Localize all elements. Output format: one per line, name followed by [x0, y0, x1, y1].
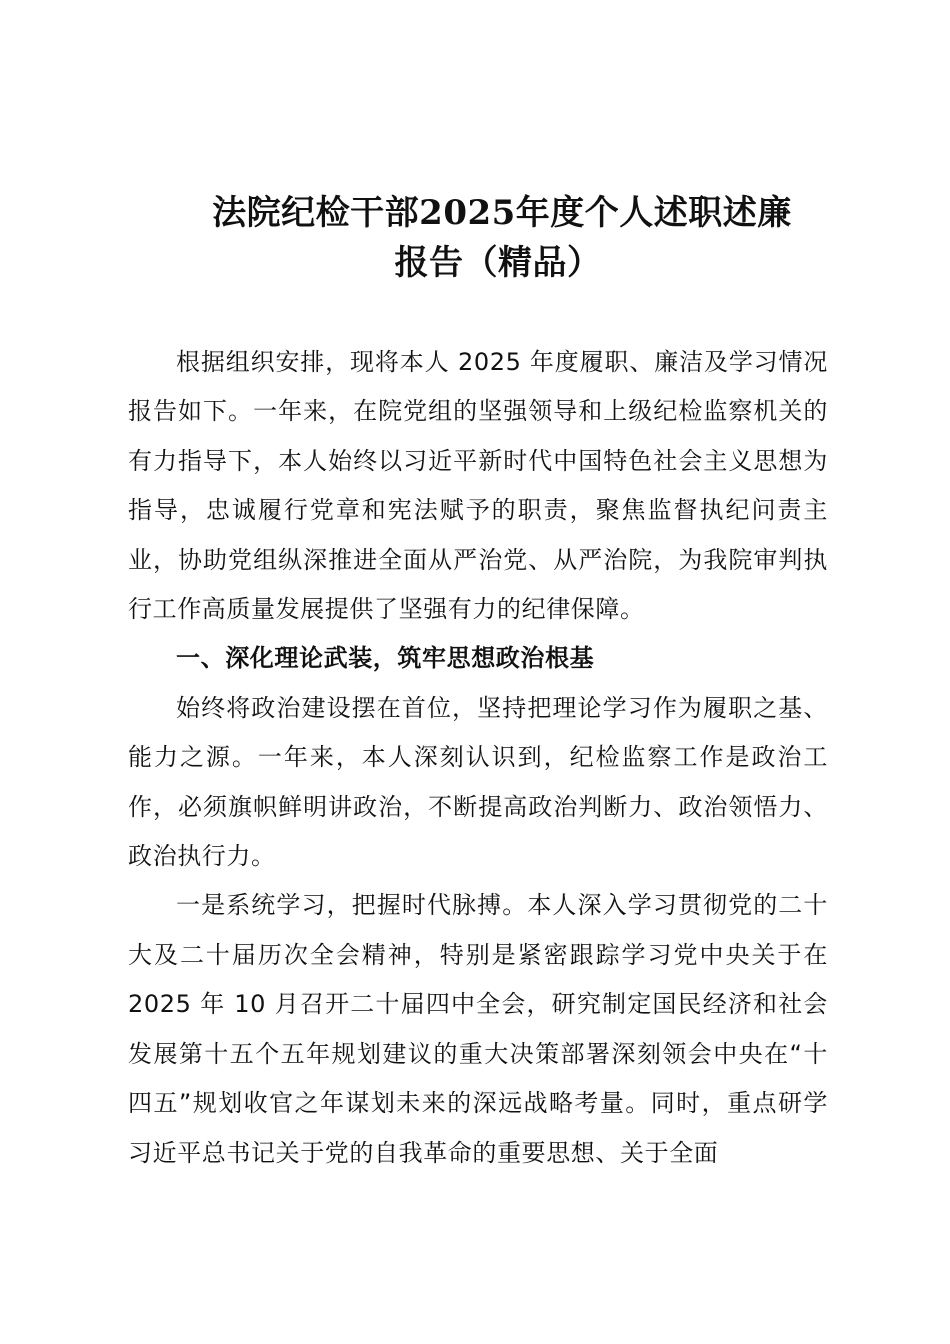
- section-heading-1: 一、深化理论武装，筑牢思想政治根基: [176, 644, 595, 673]
- paragraph-political: 始终将政治建设摆在首位，坚持把理论学习作为履职之基、能力之源。一年来，本人深刻认识到，纪检监察工作是政治工作，必须旗帜鲜明讲政治，不断提高政治判断力、政治领悟力、政治执行力。: [128, 693, 828, 871]
- document-title: [128, 188, 876, 288]
- document-body: [128, 338, 828, 1178]
- title-line-1: 法院纪检干部2025年度个人述职述廉: [212, 193, 792, 233]
- paragraph-intro: 根据组织安排，现将本人 2025 年度履职、廉洁及学习情况报告如下。一年来，在院党组的坚强领导和上级纪检监察机关的有力指导下，本人始终以习近平新时代中国特色社会主义思想为指导，忠诚履行党章和宪法赋予的职责，聚焦监督执纪问责主业，协助党组纵深推进全面从严治党、从严治院，为我院审判执行工作高质量发展提供了坚强有力的纪律保障。: [128, 348, 828, 624]
- paragraph-study: 一是系统学习，把握时代脉搏。本人深入学习贯彻党的二十大及二十届历次全会精神，特别是紧密跟踪学习党中央关于在 2025 年 10 月召开二十届四中全会，研究制定国民经济和社会发展第十五个五年规划建议的重大决策部署深刻领会中央在“十四五”规划收官之年谋划未来的深远战略考量。同时，重点研学习近平总书记关于党的自我革命的重要思想、关于全面: [128, 891, 828, 1167]
- title-line-2: 报告（精品）: [394, 243, 602, 283]
